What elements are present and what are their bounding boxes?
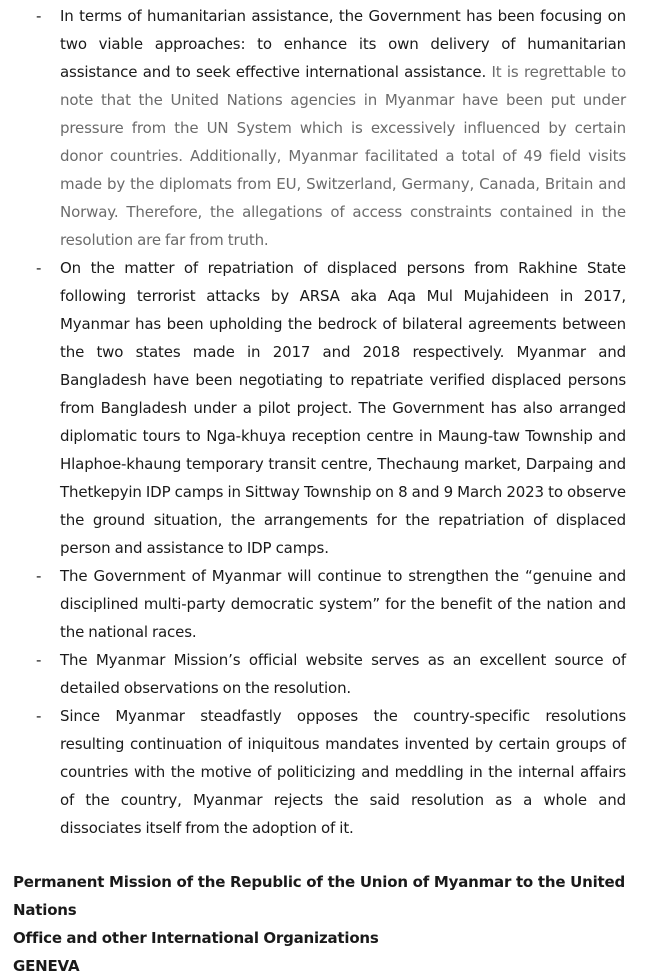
bullet-text: The Government of Myanmar will continue to strengthen the “genuine and disciplined multi-party democratic system” for the benefit of the nation and the national races. [60,567,626,641]
signature-line-office: Office and other International Organizations [13,929,379,947]
bullet-dash: - [36,567,42,585]
signature-line-mission: Permanent Mission of the Republic of the Union of Myanmar to the United Nations [13,873,625,919]
bullet-list [0,2,650,842]
bullet-text: Since Myanmar steadfastly opposes the country-specific resolutions resulting continuation of iniquitous mandates invented by certain groups of countries with the motive of politicizing and meddling in the internal affairs of the country, Myanmar rejects the said resolution as a whole and dissociates itself from the adoption of it. [60,707,626,837]
bullet-text: The Myanmar Mission’s official website serves as an excellent source of detailed observations on the resolution. [60,651,626,697]
bullet-text: On the matter of repatriation of displaced persons from Rakhine State following terrorist attacks by ARSA aka Aqa Mul Mujahideen in 2017, Myanmar has been upholding the bedrock of bilateral agreements between the two states made in 2017 and 2018 respectively. Myanmar and Bangladesh have been negotiating to repatriate verified displaced persons from Bangladesh under a pilot project. The Government has also arranged diplomatic tours to Nga-khuya reception centre in Maung-taw Township and Hlaphoe-khaung temporary transit centre, Thechaung market, Darpaing and Thetkepyin IDP camps in Sittway Township on 8 and 9 March 2023 to observe the ground situation, the arrangements for the repatriation of displaced person and assistance to IDP camps. [60,259,626,557]
bullet-item-humanitarian [0,2,650,254]
bullet-dash: - [36,651,42,669]
signature-block [13,868,625,980]
bullet-item-democracy [0,562,650,646]
bullet-text [60,2,626,254]
bullet-dash: - [36,7,42,25]
bullet-text-lead: In terms of humanitarian assistance, the Government has been focusing on two viable approaches: to enhance its own delivery of humanitarian assistance and to seek effective international assistance. [60,7,626,81]
signature-line-city: GENEVA [13,957,80,975]
bullet-text-muted: It is regrettable to note that the United Nations agencies in Myanmar have been put under pressure from the UN System which is excessively influenced by certain donor countries. Additionally, Myanmar facilitated a total of 49 field visits made by the diplomats from EU, Switzerland, Germany, Canada, Britain and Norway. Therefore, the allegations of access constraints contained in the resolution are far from truth. [60,63,626,249]
bullet-item-repatriation [0,254,650,562]
bullet-item-rejection [0,702,650,842]
bullet-dash: - [36,259,42,277]
bullet-dash: - [36,707,42,725]
bullet-item-website [0,646,650,702]
